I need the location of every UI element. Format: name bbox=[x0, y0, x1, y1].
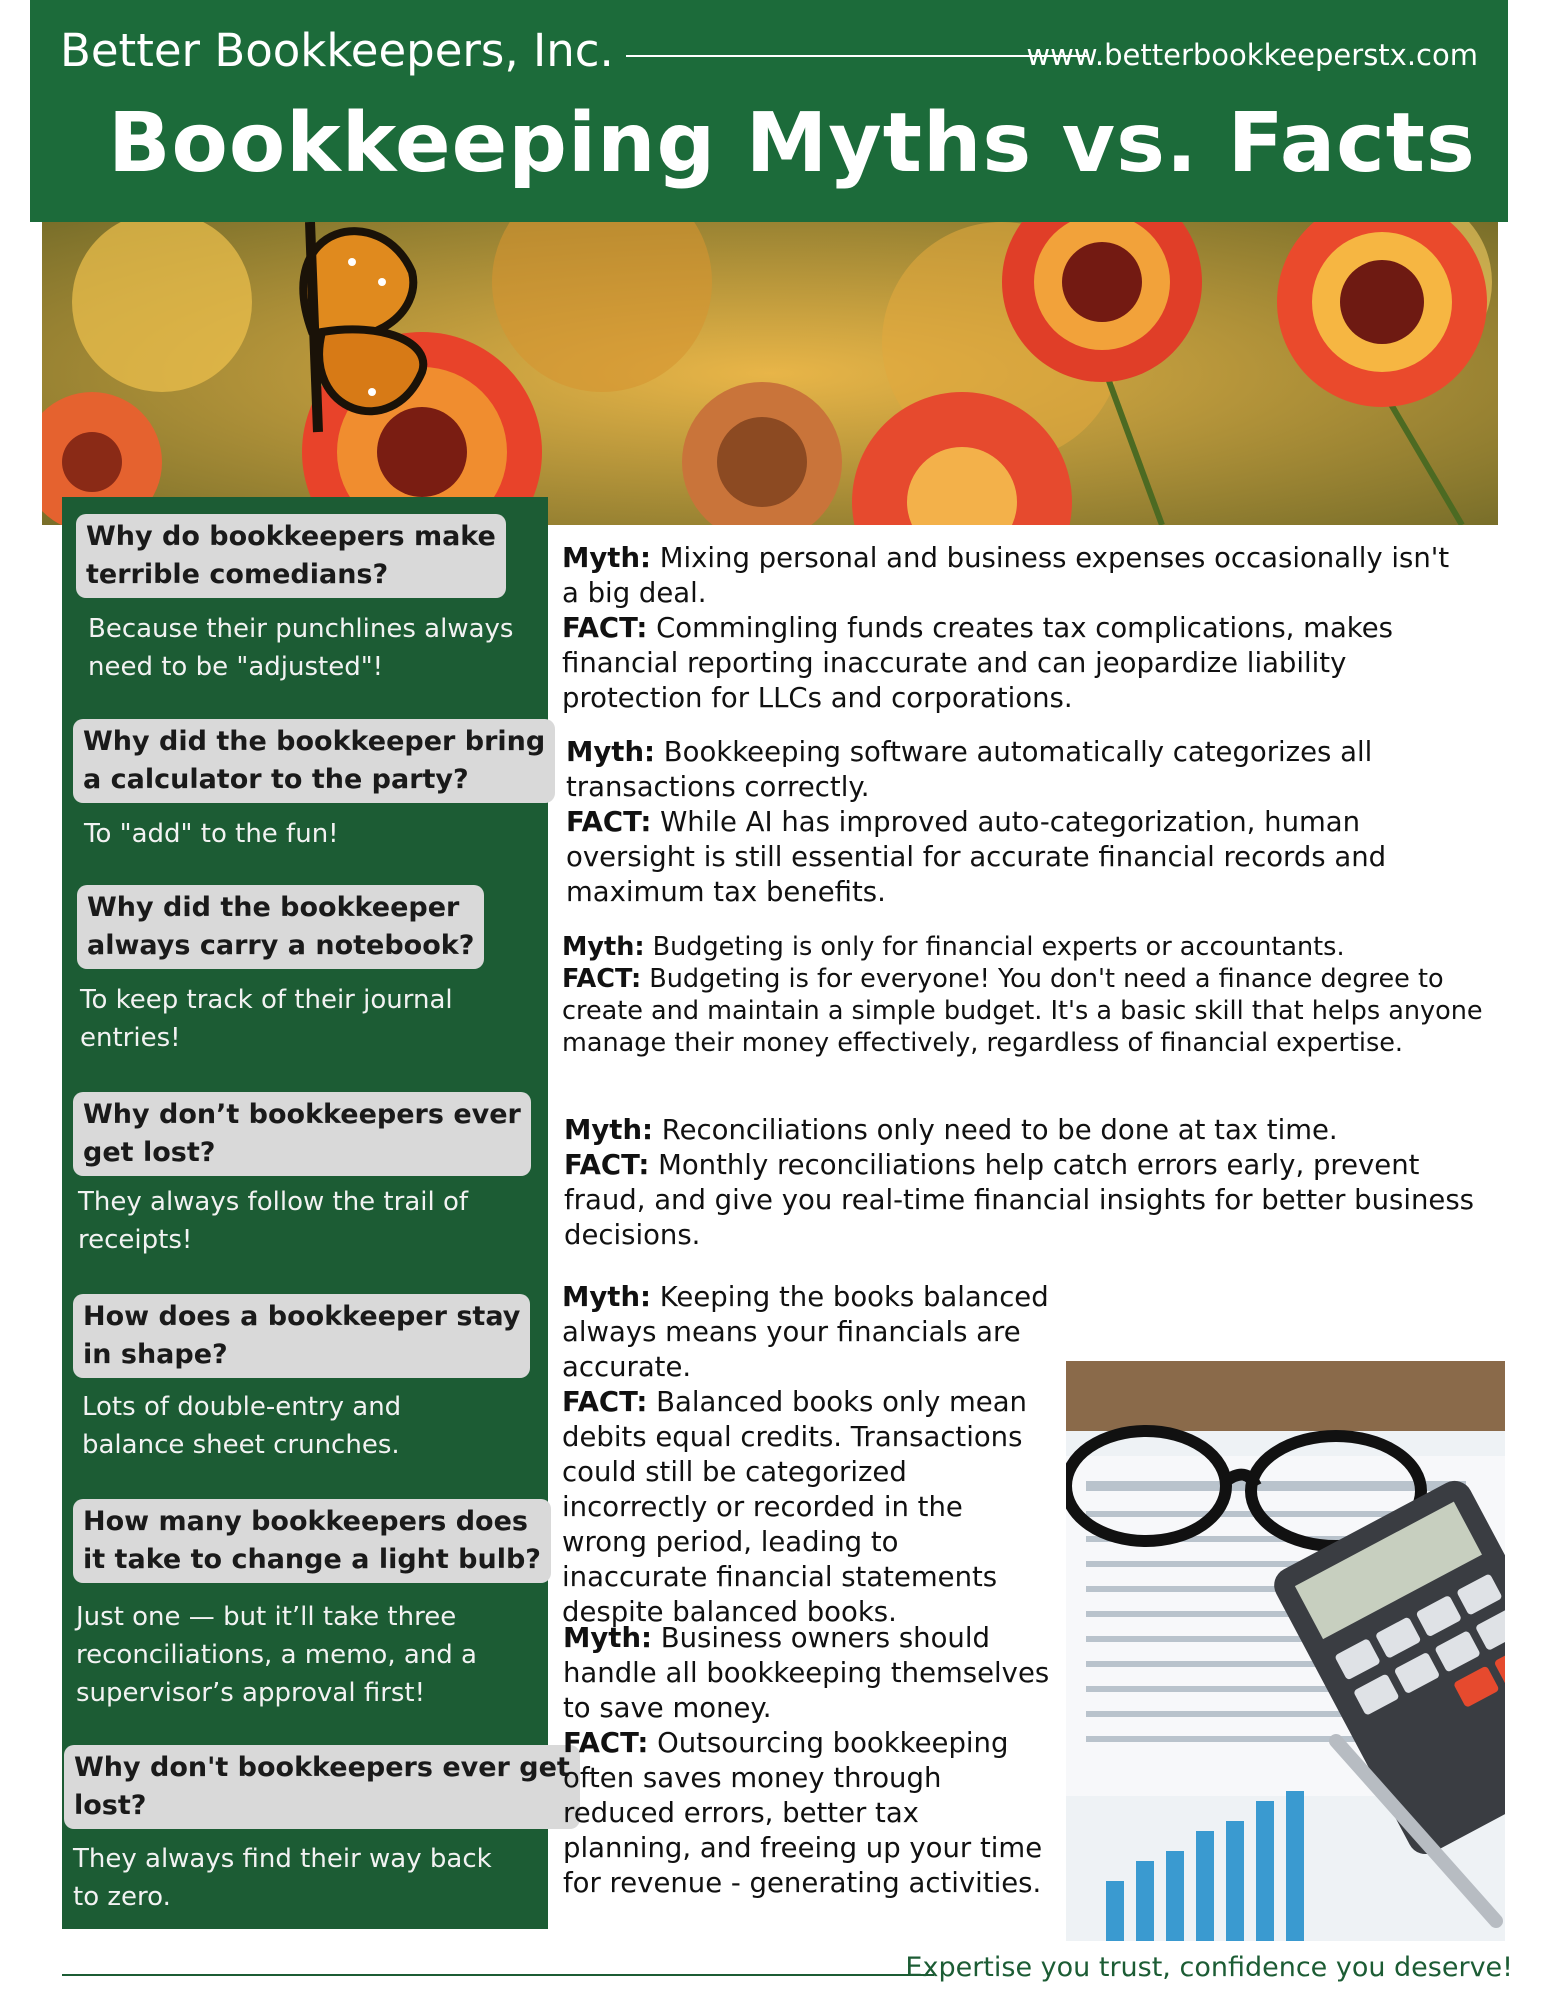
fact-label: FACT: bbox=[562, 612, 648, 644]
joke-answer-6: Just one — but it’ll take three reconciliations, a memo, and a supervisor’s approval first! bbox=[76, 1602, 477, 1708]
joke-answer-7: They always find their way back to zero. bbox=[73, 1844, 492, 1912]
header-divider bbox=[626, 55, 1089, 57]
myth-label: Myth: bbox=[562, 542, 652, 574]
calculator-photo bbox=[1066, 1361, 1505, 1941]
fact-text: Budgeting is for everyone! You don't need a finance degree to create and maintain a simple budget. It's a basic skill that helps anyone manage their money effectively, regardless of financial expertise. bbox=[562, 964, 1483, 1058]
fact-label: FACT: bbox=[562, 964, 642, 994]
calculator-glasses-illustration bbox=[1066, 1361, 1505, 1941]
footer-tagline: Expertise you trust, confidence you deserve! bbox=[905, 1952, 1513, 1983]
joke-question-3: Why did the bookkeeper always carry a notebook? bbox=[77, 885, 484, 969]
joke-answer-5: Lots of double-entry and balance sheet crunches. bbox=[82, 1392, 402, 1460]
page-title: Bookkeeping Myths vs. Facts bbox=[108, 96, 1476, 191]
myth-text: Keeping the books balanced always means your financials are accurate. bbox=[562, 1281, 1049, 1383]
flowers-butterfly-illustration bbox=[42, 222, 1498, 525]
company-name: Better Bookkeepers, Inc. bbox=[60, 24, 614, 77]
myth-label: Myth: bbox=[566, 736, 656, 768]
fact-text: Commingling funds creates tax complications, makes financial reporting inaccurate and can jeopardize liability protection for LLCs and corporations. bbox=[562, 612, 1393, 714]
fact-text: Balanced books only mean debits equal credits. Transactions could still be categorized incorrectly or recorded in the wrong period, leading to inaccurate financial statements despite balanced books. bbox=[562, 1386, 1027, 1628]
myth-label: Myth: bbox=[564, 1114, 654, 1146]
myth-label: Myth: bbox=[562, 932, 645, 962]
myth-label: Myth: bbox=[563, 1622, 653, 1654]
myth-text: Bookkeeping software automatically categorizes all transactions correctly. bbox=[566, 736, 1373, 803]
myth-fact-block-1 bbox=[562, 541, 1474, 716]
myth-text: Reconciliations only need to be done at tax time. bbox=[661, 1114, 1338, 1146]
header-banner bbox=[30, 0, 1508, 222]
joke-question-5: How does a bookkeeper stay in shape? bbox=[73, 1294, 530, 1378]
fact-label: FACT: bbox=[564, 1149, 650, 1181]
joke-question-1: Why do bookkeepers make terrible comedians? bbox=[76, 514, 506, 598]
hero-image bbox=[42, 222, 1498, 525]
myth-text: Mixing personal and business expenses occasionally isn't a big deal. bbox=[562, 542, 1450, 609]
joke-answer-2: To "add" to the fun! bbox=[84, 819, 339, 849]
fact-label: FACT: bbox=[566, 806, 652, 838]
myth-label: Myth: bbox=[562, 1281, 652, 1313]
myth-fact-block-3 bbox=[562, 931, 1488, 1059]
joke-answer-1: Because their punchlines always need to be "adjusted"! bbox=[88, 614, 514, 682]
fact-text: Outsourcing bookkeeping often saves money through reduced errors, better tax planning, and freeing up your time for revenue - generating activities. bbox=[563, 1727, 1043, 1899]
myth-fact-block-2 bbox=[566, 735, 1478, 910]
fact-label: FACT: bbox=[562, 1386, 648, 1418]
myth-fact-block-5 bbox=[562, 1280, 1052, 1630]
joke-answer-3: To keep track of their journal entries! bbox=[80, 985, 453, 1053]
fact-label: FACT: bbox=[563, 1727, 649, 1759]
footer-divider bbox=[62, 1974, 934, 1976]
joke-question-7: Why don't bookkeepers ever get lost? bbox=[64, 1745, 580, 1829]
fact-text: While AI has improved auto-categorization, human oversight is still essential for accurate financial records and maximum tax benefits. bbox=[566, 806, 1387, 908]
myth-text: Budgeting is only for financial experts or accountants. bbox=[652, 932, 1345, 962]
joke-question-6: How many bookkeepers does it take to change a light bulb? bbox=[73, 1499, 551, 1583]
myth-text: Business owners should handle all bookkeeping themselves to save money. bbox=[563, 1622, 1050, 1724]
joke-answer-4: They always follow the trail of receipts! bbox=[78, 1187, 469, 1255]
myth-fact-block-6 bbox=[563, 1621, 1053, 1901]
fact-text: Monthly reconciliations help catch errors early, prevent fraud, and give you real-time financial insights for better business decisions. bbox=[564, 1149, 1475, 1251]
joke-question-2: Why did the bookkeeper bring a calculator to the party? bbox=[73, 719, 555, 803]
website-url[interactable]: www.betterbookkeeperstx.com bbox=[1026, 38, 1478, 72]
myth-fact-block-4 bbox=[564, 1113, 1476, 1253]
joke-question-4: Why don’t bookkeepers ever get lost? bbox=[73, 1092, 531, 1176]
